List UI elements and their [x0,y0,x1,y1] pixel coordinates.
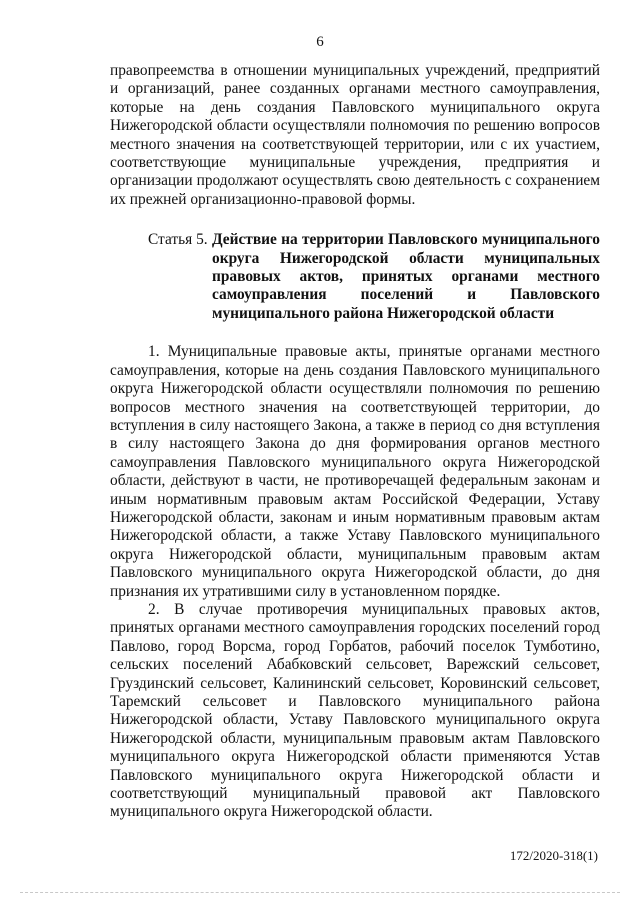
article-title: Действие на территории Павловского муниципального округа Нижегородской области муниципальных правовых актов, принятых органами местного самоуправления поселений и Павловского муниципального района Нижегородской области [212,231,600,322]
article-label: Статья 5. [148,231,208,249]
document-body [110,62,600,822]
intro-paragraph: правопреемства в отношении муниципальных учреждений, предприятий и организаций, ранее созданных органами местного самоуправления, которые на день создания Павловского муниципального округа Нижегородской области осуществляли полномочия по решению вопросов местного значения на соответствующей территории, или с их участием, соответствующие муниципальные учреждения, предприятия и организации продолжают осуществлять свою деятельность с сохранением их прежней организационно-правовой формы. [110,62,600,208]
paragraph-2: 2. В случае противоречия муниципальных правовых актов, принятых органами местного самоуправления городских поселений город Павлово, город Ворсма, город Горбатов, рабочий поселок Тумботино, сельских поселений Абабковский сельсовет, Варежский сельсовет, Груздинский сельсовет, Калининский сельсовет, Коровинский сельсовет, Таремский сельсовет и Павловского муниципального района Нижегородской области, Уставу Павловского муниципального округа Нижегородской области, муниципальным правовым актам Павловского муниципального округа Нижегородской области применяются Устав Павловского муниципального округа Нижегородской области и соответствующий муниципальный правовой акт Павловского муниципального округа Нижегородской области. [110,600,600,821]
registration-number: 172/2020-318(1) [509,848,598,863]
paragraph-1: 1. Муниципальные правовые акты, принятые органами местного самоуправления, которые на день создания Павловского муниципального округа Нижегородской области осуществляли полномочия по решению вопросов местного значения на соответствующей территории, до вступления в силу настоящего Закона, а также в период со дня вступления в силу настоящего Закона до дня формирования органов местного самоуправления Павловского муниципального округа Нижегородской области, действуют в части, не противоречащей федеральным законам и иным нормативным правовым актам Российской Федерации, Уставу Нижегородской области, законам и иным нормативным правовым актам Нижегородской области, а также Уставу Павловского муниципального округа Нижегородской области, муниципальным правовым актам Павловского муниципального округа Нижегородской области, до дня признания их утратившими силу в установленном порядке. [110,343,600,600]
page-number: 6 [316,34,324,50]
article-heading [110,231,600,323]
scan-artifact-line [20,892,620,894]
